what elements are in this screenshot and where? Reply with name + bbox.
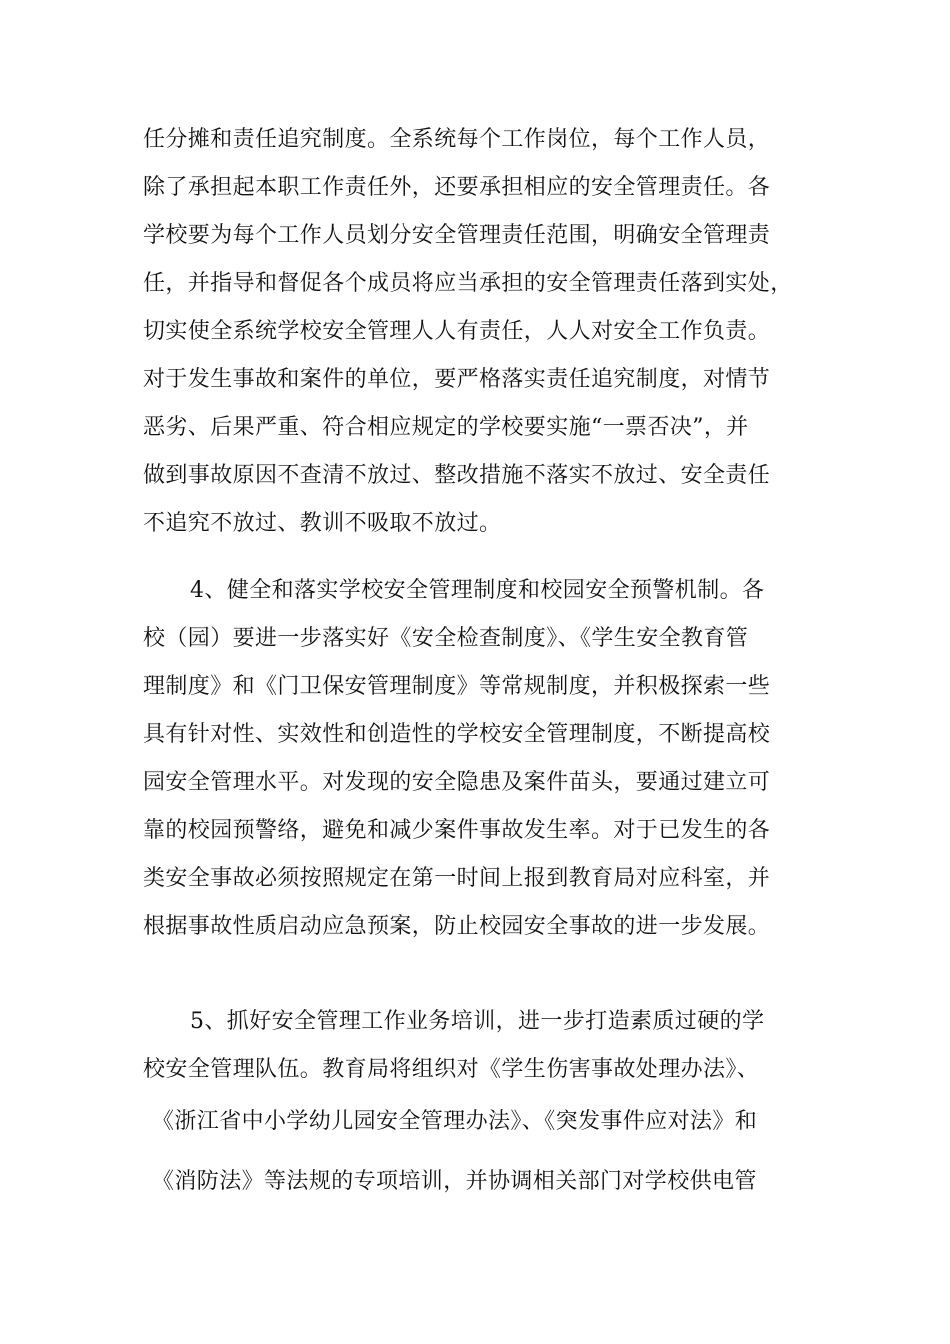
paragraph-3-line-3: 《浙江省中小学幼儿园安全管理办法》、《突发事件应对法》和 [152, 1109, 758, 1134]
paragraph-1-line-6: 对于发生事故和案件的单位，要严格落实责任追究制度，对情节 [143, 367, 771, 392]
paragraph-1-line-1: 任分摊和责任追究制度。全系统每个工作岗位，每个工作人员， [143, 127, 771, 152]
paragraph-1-line-8: 做到事故原因不查清不放过、整改措施不落实不放过、安全责任 [143, 463, 771, 488]
paragraph-2-line-7: 类安全事故必须按照规定在第一时间上报到教育局对应科室，并 [143, 866, 771, 891]
paragraph-3-line-4: 《消防法》等法规的专项培训，并协调相关部门对学校供电管 [152, 1169, 757, 1194]
paragraph-2-line-1: 4、健全和落实学校安全管理制度和校园安全预警机制。各 [190, 578, 765, 603]
paragraph-1-line-3: 学校要为每个工作人员划分安全管理责任范围，明确安全管理责 [143, 223, 771, 248]
paragraph-1-line-2: 除了承担起本职工作责任外，还要承担相应的安全管理责任。各 [143, 175, 771, 200]
paragraph-1-line-9: 不追究不放过、教训不吸取不放过。 [143, 511, 502, 536]
paragraph-3-line-2: 校安全管理队伍。教育局将组织对《学生伤害事故处理办法》、 [143, 1057, 760, 1082]
paragraph-3-line-1: 5、抓好安全管理工作业务培训，进一步打造素质过硬的学 [190, 1009, 765, 1034]
paragraph-1-line-4: 任，并指导和督促各个成员将应当承担的安全管理责任落到实处， [143, 271, 793, 296]
paragraph-2-line-6: 靠的校园预警络，避免和减少案件事故发生率。对于已发生的各 [143, 818, 771, 843]
paragraph-2-line-5: 园安全管理水平。对发现的安全隐患及案件苗头，要通过建立可 [143, 770, 771, 795]
paragraph-2-line-3: 理制度》和《门卫保安管理制度》等常规制度，并积极探索一些 [143, 674, 771, 699]
paragraph-2-line-4: 具有针对性、实效性和创造性的学校安全管理制度，不断提高校 [143, 722, 771, 747]
paragraph-1-line-5: 切实使全系统学校安全管理人人有责任，人人对安全工作负责。 [143, 319, 771, 344]
paragraph-2-line-2: 校（园）要进一步落实好《安全检查制度》、《学生安全教育管 [143, 626, 749, 651]
paragraph-1-line-7: 恶劣、后果严重、符合相应规定的学校要实施“一票否决”，并 [143, 415, 749, 440]
paragraph-2-line-8: 根据事故性质启动应急预案，防止校园安全事故的进一步发展。 [143, 914, 771, 939]
